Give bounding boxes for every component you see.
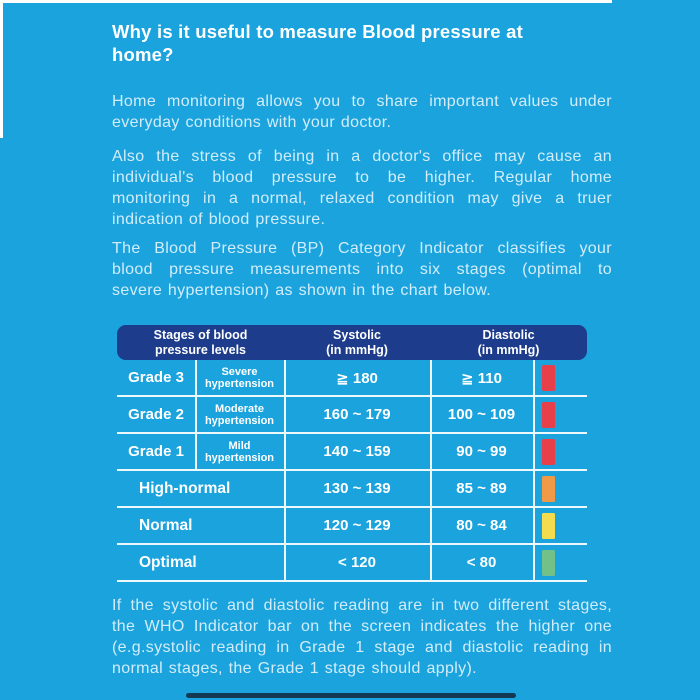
stage-label-cell: Normal xyxy=(139,516,193,534)
paragraph-home-monitoring: Home monitoring allows you to share important values under everyday conditions with your doctor. xyxy=(112,93,612,131)
systolic-cell: 130 ~ 139 xyxy=(323,480,391,497)
diastolic-cell: 90 ~ 99 xyxy=(456,443,507,460)
diastolic-cell: 80 ~ 84 xyxy=(456,517,507,534)
column-divider xyxy=(430,360,432,395)
severity-indicator-bar xyxy=(542,476,555,502)
column-divider xyxy=(430,471,432,506)
paragraph-doctor-office: Also the stress of being in a doctor's office may cause an individual's blood pressure to be higher. Regular home monitoring in a normal, relaxed condition may give a truer indication of blood pressure. xyxy=(112,148,612,228)
diastolic-cell: ≧ 110 xyxy=(461,369,502,387)
systolic-cell: < 120 xyxy=(338,554,376,571)
grade-cell: Grade 3 xyxy=(128,369,184,386)
column-divider xyxy=(533,545,535,580)
systolic-cell: 140 ~ 159 xyxy=(323,443,391,460)
grade-cell: Grade 2 xyxy=(128,406,184,423)
category-cell: Severe hypertension xyxy=(204,365,275,390)
category-cell: Moderate hypertension xyxy=(204,402,275,427)
severity-indicator-bar xyxy=(542,402,555,428)
table-row-grade2 xyxy=(117,397,587,434)
table-row-high-normal xyxy=(117,471,587,508)
column-divider xyxy=(284,434,286,469)
systolic-cell: 120 ~ 129 xyxy=(323,517,391,534)
column-divider xyxy=(284,545,286,580)
column-divider xyxy=(284,471,286,506)
column-divider xyxy=(430,508,432,543)
stage-label-cell: High-normal xyxy=(139,479,231,497)
column-divider xyxy=(195,434,197,469)
column-divider xyxy=(284,508,286,543)
column-divider xyxy=(430,434,432,469)
systolic-cell: ≧ 180 xyxy=(336,369,378,387)
header-diastolic: Diastolic (in mmHg) xyxy=(477,327,540,357)
home-indicator-bar xyxy=(186,693,516,698)
header-stages: Stages of blood pressure levels xyxy=(153,327,248,357)
systolic-cell: 160 ~ 179 xyxy=(323,406,391,423)
table-row-normal xyxy=(117,508,587,545)
column-divider xyxy=(284,360,286,395)
grade-cell: Grade 1 xyxy=(128,443,184,460)
column-divider xyxy=(430,397,432,432)
stage-label-cell: Optimal xyxy=(139,553,197,571)
column-divider xyxy=(195,360,197,395)
column-divider xyxy=(195,397,197,432)
paragraph-who-indicator: If the systolic and diastolic reading are in two different stages, the WHO Indicator bar on the screen indicates the higher one (e.g.systolic reading in Grade 1 stage and diastolic reading in normal stages, the Grade 1 stage should apply). xyxy=(112,597,612,677)
category-cell: Mild hypertension xyxy=(204,439,275,464)
page-left-edge xyxy=(0,0,3,138)
severity-indicator-bar xyxy=(542,365,555,391)
diastolic-cell: < 80 xyxy=(466,554,497,571)
column-divider xyxy=(533,360,535,395)
table-row-grade3 xyxy=(117,360,587,397)
diastolic-cell: 100 ~ 109 xyxy=(447,406,516,423)
column-divider xyxy=(533,397,535,432)
table-row-optimal xyxy=(117,545,587,582)
column-divider xyxy=(533,508,535,543)
diastolic-cell: 85 ~ 89 xyxy=(456,480,507,497)
column-divider xyxy=(430,545,432,580)
paragraph-bp-category-indicator: The Blood Pressure (BP) Category Indicator classifies your blood pressure measurements into six stages (optimal to severe hypertension) as shown in the chart below. xyxy=(112,240,612,299)
bp-category-table xyxy=(117,325,587,582)
severity-indicator-bar xyxy=(542,550,555,576)
column-divider xyxy=(533,434,535,469)
column-divider xyxy=(533,471,535,506)
table-row-grade1 xyxy=(117,434,587,471)
severity-indicator-bar xyxy=(542,439,555,465)
page-title: Why is it useful to measure Blood pressure at home? xyxy=(112,21,523,65)
table-header xyxy=(117,325,587,360)
header-systolic: Systolic (in mmHg) xyxy=(326,327,388,357)
column-divider xyxy=(284,397,286,432)
severity-indicator-bar xyxy=(542,513,555,539)
page-top-edge xyxy=(0,0,612,3)
